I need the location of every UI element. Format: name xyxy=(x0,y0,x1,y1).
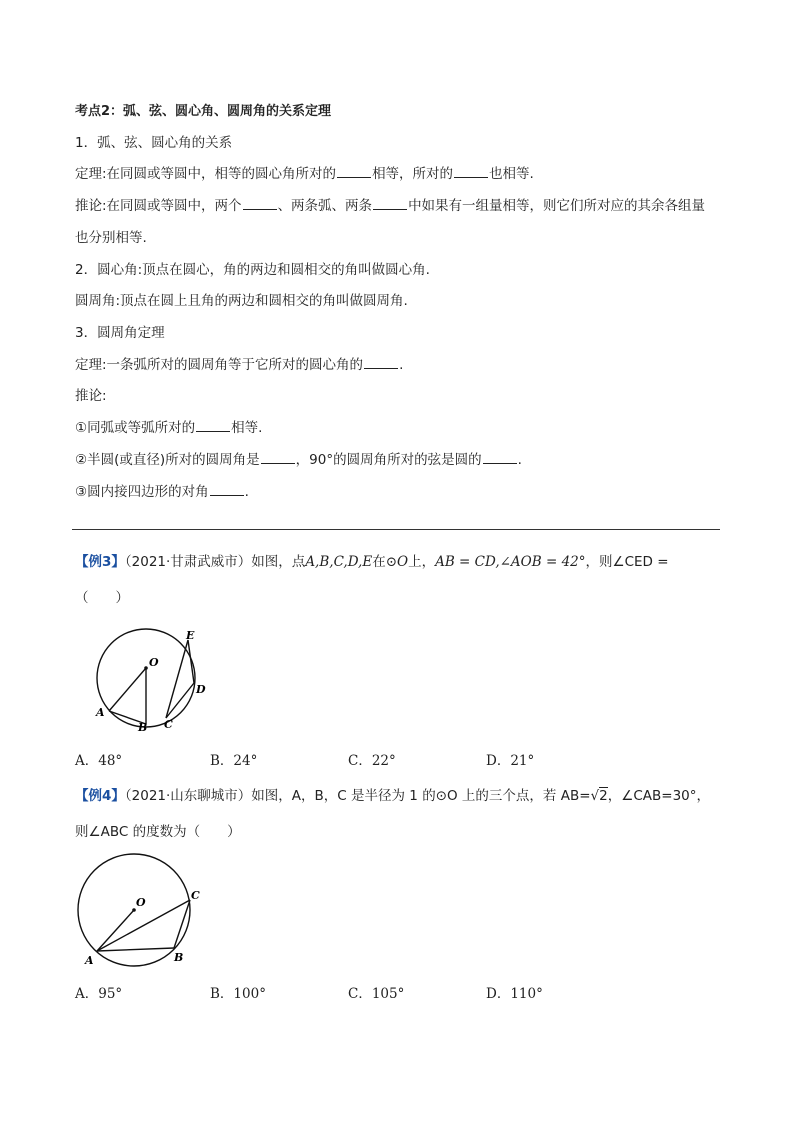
example-4-figure xyxy=(70,853,210,968)
corollary-item-1 xyxy=(75,418,262,438)
blank xyxy=(196,418,230,432)
blank xyxy=(210,482,244,496)
theorem-1-part-c: 也相等. xyxy=(489,166,534,182)
center-dot xyxy=(144,666,148,670)
heading-2: 2．圆心角:顶点在圆心，角的两边和圆相交的角叫做圆心角. xyxy=(75,262,430,278)
segment-oa xyxy=(109,668,146,711)
example-4-question-continued: 则∠ABC 的度数为（ ） xyxy=(75,824,241,840)
c2-part-b: ，90°的圆周角所对的弦是圆的 xyxy=(295,452,482,468)
label-b: B xyxy=(138,721,148,734)
segment-ab xyxy=(97,948,174,951)
label-a: A xyxy=(96,706,105,719)
theorem-1-part-b: 相等，所对的 xyxy=(372,166,454,182)
blank xyxy=(483,450,517,464)
example-4-option-d: D．110° xyxy=(486,986,543,1002)
heading-3: 3．圆周角定理 xyxy=(75,325,165,341)
label-e: E xyxy=(186,629,195,642)
segment-ce xyxy=(166,640,188,718)
theorem-1 xyxy=(75,164,534,184)
example-4-text-a: （2021·山东聊城市）如图，A，B，C 是半径为 1 的⊙O 上的三个点，若 AB= xyxy=(124,788,591,804)
segment-ed xyxy=(188,640,194,683)
blank xyxy=(364,355,398,369)
segment-ao xyxy=(97,910,134,951)
corollary-1-continued: 也分别相等. xyxy=(75,230,147,246)
example-4-label: 【例4】 xyxy=(75,788,125,804)
corollary-label: 推论: xyxy=(75,388,107,404)
c2-part-a: ②半圆(或直径)所对的圆周角是 xyxy=(75,452,260,468)
sqrt-sign: √ xyxy=(590,788,600,804)
example-3-option-a: A．48° xyxy=(75,753,123,769)
corollary-1 xyxy=(75,196,705,216)
label-c: C xyxy=(164,718,173,731)
corollary-1-part-b: 、两条弧、两条 xyxy=(277,198,373,214)
example-3-label: 【例3】 xyxy=(75,554,125,570)
blank xyxy=(454,164,488,178)
label-c: C xyxy=(191,889,200,902)
label-a: A xyxy=(85,954,94,967)
corollary-1-part-a: 推论:在同圆或等圆中，两个 xyxy=(75,198,242,214)
label-d: D xyxy=(196,683,206,696)
blank xyxy=(373,196,407,210)
c1-part-a: ①同弧或等弧所对的 xyxy=(75,420,196,436)
label-o: O xyxy=(136,896,146,909)
blank xyxy=(243,196,277,210)
corollary-1-part-c: 中如果有一组量相等，则它们所对应的其余各组量 xyxy=(408,198,706,214)
example-4-option-b: B．100° xyxy=(210,986,266,1002)
label-o: O xyxy=(149,656,159,669)
blank xyxy=(337,164,371,178)
example-3-answer-paren: （ ） xyxy=(75,590,129,606)
example-3-tail: ，则∠CED = xyxy=(585,554,669,570)
theorem-1-part-a: 定理:在同圆或等圆中，相等的圆心角所对的 xyxy=(75,166,337,182)
c3-part-b: . xyxy=(244,484,249,500)
example-3-option-b: B．24° xyxy=(210,753,258,769)
c2-part-c: . xyxy=(517,452,522,468)
inscribed-angle-definition: 圆周角:顶点在圆上且角的两边和圆相交的角叫做圆周角. xyxy=(75,293,408,309)
section-title: 考点2：弧、弦、圆心角、圆周角的关系定理 xyxy=(75,104,332,119)
blank xyxy=(261,450,295,464)
example-3-option-d: D．21° xyxy=(486,753,535,769)
example-3-figure xyxy=(85,625,220,735)
label-b: B xyxy=(174,951,184,964)
example-3-condition: AB = CD,∠AOB = 42° xyxy=(435,554,586,570)
corollary-item-2 xyxy=(75,450,522,470)
example-4-option-c: C．105° xyxy=(348,986,405,1002)
corollary-item-3 xyxy=(75,482,249,502)
example-4-text-b: ，∠CAB=30°， xyxy=(607,788,710,804)
example-3-points: A,B,C,D,E xyxy=(305,554,373,570)
example-4-question xyxy=(75,786,710,806)
example-3-mid2: 上， xyxy=(408,554,436,570)
theorem-3-part-a: 定理:一条弧所对的圆周角等于它所对的圆心角的 xyxy=(75,357,364,373)
example-3-mid: 在 xyxy=(372,554,386,570)
example-3-option-c: C．22° xyxy=(348,753,396,769)
example-4-option-a: A．95° xyxy=(75,986,123,1002)
c1-part-b: 相等. xyxy=(231,420,263,436)
divider xyxy=(72,529,720,530)
heading-1: 1．弧、弦、圆心角的关系 xyxy=(75,135,233,151)
example-3-question xyxy=(75,552,669,572)
c3-part-a: ③圆内接四边形的对角 xyxy=(75,484,209,500)
theorem-3-part-b: . xyxy=(399,357,404,373)
example-3-source: （2021·甘肃武威市）如图，点 xyxy=(124,554,306,570)
sqrt-radicand: 2 xyxy=(599,788,608,804)
theorem-3 xyxy=(75,355,403,375)
example-3-circle: ⊙O xyxy=(385,554,409,570)
